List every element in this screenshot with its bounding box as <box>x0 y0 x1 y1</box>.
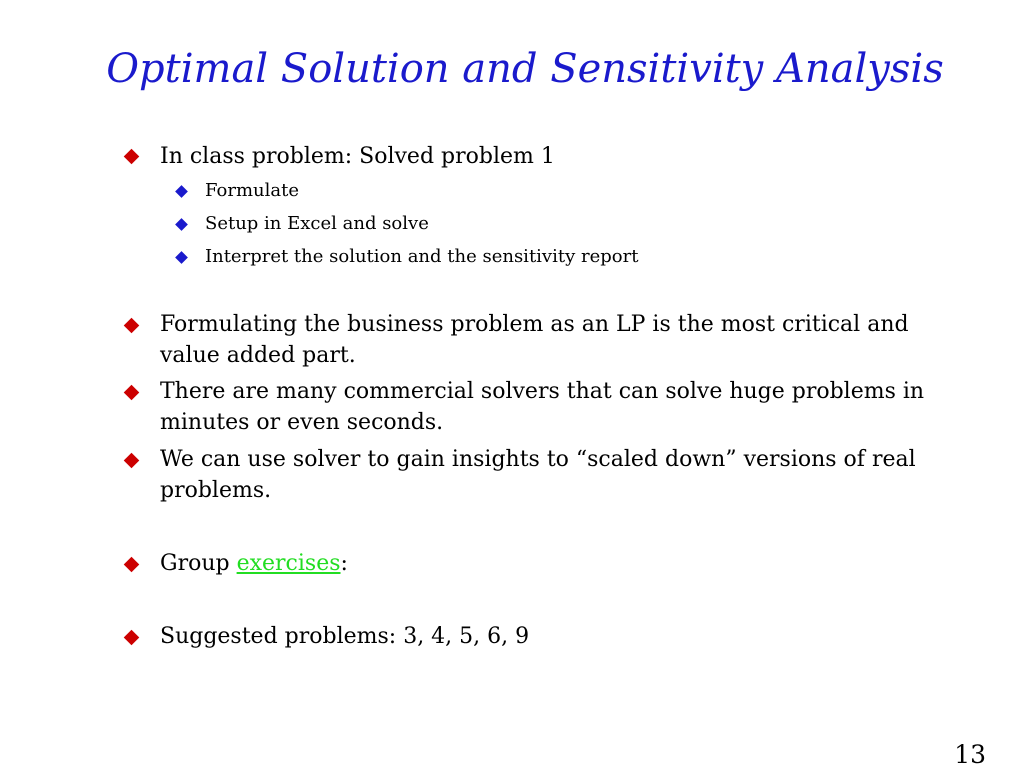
exercises-link[interactable]: exercises <box>236 551 341 576</box>
bullet-text-line: value added part. <box>160 343 356 368</box>
sub-bullet-text: Formulate <box>205 180 299 201</box>
page-number: 13 <box>954 740 986 769</box>
bullet-text-line: We can use solver to gain insights to “scaled down” versions of real <box>160 447 916 472</box>
bullet-text-line: Formulating the business problem as an LP is the most critical and <box>160 312 909 337</box>
bullet-text-line: problems. <box>160 478 272 503</box>
bullet-text: Suggested problems: 3, 4, 5, 6, 9 <box>160 624 530 649</box>
group-suffix: : <box>340 551 348 576</box>
bullet-text: In class problem: Solved problem 1 <box>160 144 555 169</box>
bullet-diamond-icon <box>124 318 140 334</box>
sub-bullet-text: Interpret the solution and the sensitivity report <box>205 246 639 267</box>
bullet-diamond-icon <box>124 557 140 573</box>
sub-bullet-text: Setup in Excel and solve <box>205 213 429 234</box>
bullet-diamond-icon <box>124 385 140 401</box>
sub-bullet-diamond-icon <box>175 251 188 264</box>
sub-bullet-diamond-icon <box>175 185 188 198</box>
group-prefix: Group <box>160 551 237 576</box>
bullet-text-line: There are many commercial solvers that can solve huge problems in <box>160 379 925 404</box>
slide-title: Optimal Solution and Sensitivity Analysis <box>106 46 944 92</box>
bullet-diamond-icon <box>124 149 140 165</box>
bullet-text-line: minutes or even seconds. <box>160 410 444 435</box>
bullet-diamond-icon <box>124 453 140 469</box>
bullet-diamond-icon <box>124 630 140 646</box>
bullet-text-line <box>160 551 348 576</box>
sub-bullet-diamond-icon <box>175 218 188 231</box>
